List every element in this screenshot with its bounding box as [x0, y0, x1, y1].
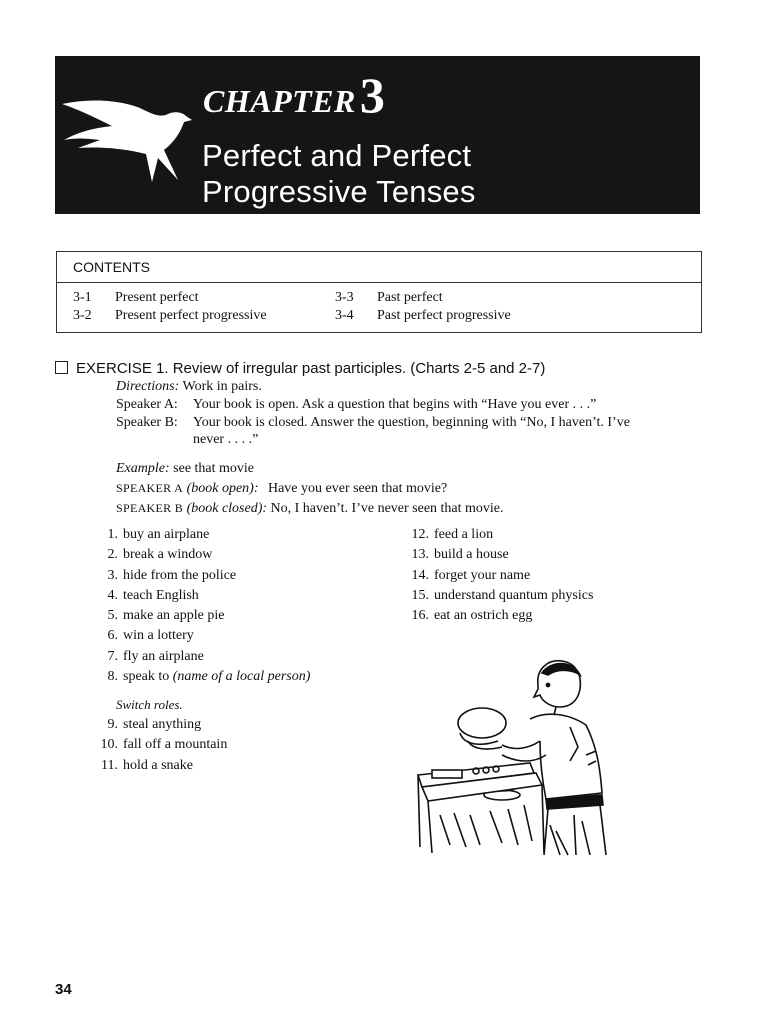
list-item: 6. win a lottery: [107, 628, 194, 644]
exercise-heading: [55, 360, 545, 377]
speaker-a-text: Your book is open. Ask a question that begins with “Have you ever . . .”: [193, 397, 597, 412]
list-item: 7. fly an airplane: [107, 648, 204, 664]
list-item: 10. fall off a mountain: [100, 737, 228, 753]
list-item: 8. speak to (name of a local person): [107, 669, 311, 685]
list-item: 13. build a house: [411, 547, 509, 563]
contents-item-number: 3-3: [335, 290, 354, 305]
chapter-number: 3: [359, 67, 385, 123]
contents-heading: CONTENTS: [57, 252, 701, 283]
contents-item-number: 3-4: [335, 308, 354, 323]
list-item: 5. make an apple pie: [107, 608, 225, 624]
contents-item-number: 3-2: [73, 308, 92, 323]
list-item: 11. hold a snake: [101, 757, 193, 773]
example-speaker-b-label: SPEAKER B: [116, 501, 184, 515]
item-list-right: [405, 527, 593, 628]
chapter-title-line-2: Progressive Tenses: [202, 174, 476, 209]
chapter-word: CHAPTER: [203, 83, 356, 119]
directions-label: Directions:: [116, 379, 180, 394]
swallow-bird-icon: [60, 94, 198, 184]
example-speaker-a-note: (book open):: [186, 481, 259, 496]
item-list-left: [94, 527, 310, 689]
speaker-b-label: Speaker B:: [116, 415, 178, 430]
list-item: 3. hide from the police: [107, 567, 237, 583]
man-holding-egg-illustration: [410, 655, 630, 860]
example-speaker-a: [116, 481, 447, 497]
contents-item-label: Present perfect progressive: [115, 308, 267, 323]
list-item-italic-placeholder: (name of a local person): [172, 669, 311, 685]
speaker-b-text: Your book is closed. Answer the question, beginning with “No, I haven’t. I’ve: [193, 415, 630, 430]
example-speaker-a-text: Have you ever seen that movie?: [267, 481, 448, 496]
example-line: [116, 461, 254, 477]
contents-item-label: Past perfect progressive: [377, 308, 511, 323]
list-item: 12. feed a lion: [411, 527, 494, 542]
contents-item-number: 3-1: [73, 290, 92, 305]
directions-line: [116, 379, 262, 395]
example-speaker-b-text: No, I haven’t. I’ve never seen that movie.: [270, 501, 504, 516]
example-speaker-a-label: SPEAKER A: [116, 481, 184, 495]
list-item: 4. teach English: [107, 587, 199, 603]
item-list-left-2: [94, 717, 227, 778]
list-item: 9. steal anything: [107, 717, 202, 732]
list-item: 15. understand quantum physics: [411, 587, 594, 603]
chapter-title: [202, 138, 476, 210]
contents-box: [56, 251, 702, 333]
list-item: 16. eat an ostrich egg: [411, 608, 533, 624]
example-label: Example:: [116, 461, 170, 476]
contents-item-label: Past perfect: [377, 290, 443, 305]
list-item: 1. buy an airplane: [107, 527, 210, 542]
speaker-a-label: Speaker A:: [116, 397, 178, 412]
switch-roles-label: Switch roles.: [116, 697, 183, 712]
exercise-title: EXERCISE 1. Review of irregular past participles. (Charts 2-5 and 2-7): [76, 360, 546, 377]
chapter-title-line-1: Perfect and Perfect: [202, 138, 472, 173]
exercise-checkbox-icon: [55, 361, 68, 374]
chapter-label: [203, 66, 385, 124]
contents-item-label: Present perfect: [115, 290, 199, 305]
speaker-b-text-continued: never . . . .”: [193, 432, 259, 447]
example-text: see that movie: [173, 461, 255, 476]
list-item: 14. forget your name: [411, 567, 531, 583]
list-item: 2. break a window: [107, 547, 213, 563]
example-speaker-b: [116, 501, 504, 517]
directions-text: Work in pairs.: [182, 379, 262, 394]
example-speaker-b-note: (book closed):: [186, 501, 268, 516]
page-number: 34: [55, 981, 72, 998]
